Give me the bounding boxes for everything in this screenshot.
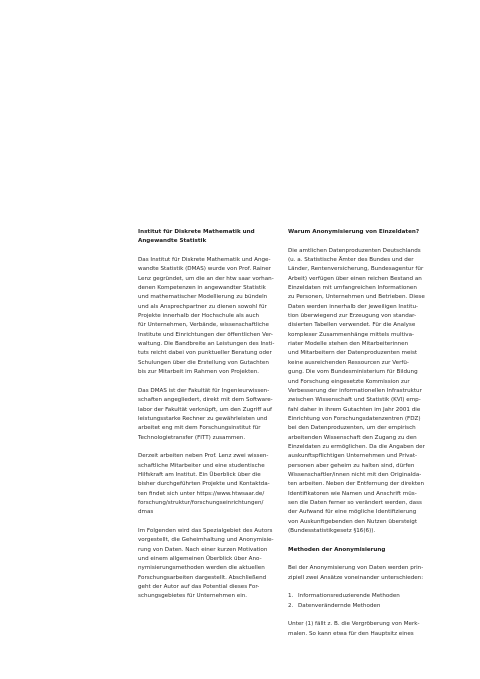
text-line: Das DMAS ist der Fakultät für Ingenieurwissen- — [138, 387, 270, 394]
text-line: komplexer Zusammenhänge mittels multiva- — [288, 331, 415, 338]
text-line: geht der Autor auf das Potential dieses For- — [138, 584, 260, 591]
text-line: Derzeit arbeiten neben Prof. Lenz zwei wissen- — [138, 453, 269, 460]
text-line: Lenz gegründet, um die an der htw saar vorhan- — [138, 275, 274, 282]
text-line: (u. a. Statistische Ämter des Bundes und der — [288, 257, 414, 264]
text-line: Bei der Anonymisierung von Daten werden prin- — [288, 565, 424, 572]
text-line: nymisierungsmethoden werden die aktuellen — [138, 565, 265, 572]
methods-list — [288, 592, 443, 611]
heading-line: Methoden der Anonymisierung — [288, 546, 386, 553]
text-line: Im Folgenden wird das Spezialgebiet des Autors — [138, 528, 273, 534]
text-line: gung. Die vom Bundesministerium für Bildung — [288, 369, 418, 376]
list-number: 1. — [288, 593, 294, 600]
text-line: und Forschung eingesetzte Kommission zur — [288, 378, 410, 385]
text-line: keine ausreichenden Ressourcen zur Verfü- — [288, 359, 409, 366]
text-line: waltung. Die Bandbreite an Leistungen des Insti- — [138, 341, 275, 348]
text-line: tuts reicht dabei von punktueller Beratung oder — [138, 350, 272, 357]
section-heading-anonymisierung — [288, 228, 443, 237]
text-line: bei den Datenproduzenten, um der empirisch — [288, 425, 416, 432]
paragraph-motivation — [288, 247, 443, 537]
text-line: Einzeldaten mit umfangreichen Informationen — [288, 285, 417, 292]
paragraph-approaches — [288, 564, 443, 583]
text-line: und einem allgemeinen Überblick über Ano- — [138, 556, 262, 563]
left-column — [138, 228, 293, 602]
text-line: forschung/struktur/forschungseinrichtungen/ — [138, 499, 264, 506]
text-line: schaftliche Mitarbeiter und eine studentische — [138, 462, 265, 469]
text-line: ten arbeiten. Neben der Entfernung der direkten — [288, 481, 425, 488]
text-line: bisher durchgeführten Projekte und Kontaktda- — [138, 481, 270, 488]
text-line: Technologietransfer (FITT) zusammen. — [138, 434, 246, 441]
text-line: arbeitet eng mit dem Forschungsinstitut für — [138, 425, 261, 432]
text-line: arbeitenden Wissenschaft den Zugang zu den — [288, 434, 417, 441]
text-line: Arbeit) verfügen über einen reichen Bestand an — [288, 275, 422, 282]
list-item — [288, 592, 443, 601]
text-line: und als Ansprechpartner zu dienen sowohl für — [138, 303, 267, 310]
paragraph-example — [288, 620, 443, 639]
text-line: tion überwiegend zur Erzeugung von standar- — [288, 313, 417, 320]
text-line: Länder, Rentenversicherung, Bundesagentur für — [288, 266, 424, 273]
heading-line: Warum Anonymisierung von Einzeldaten? — [288, 229, 420, 235]
right-column — [288, 228, 443, 639]
text-line: Daten werden innerhalb der jeweiligen Institu- — [288, 303, 419, 310]
heading-line: Angewandte Statistik — [138, 238, 207, 245]
text-line: zwischen Wissenschaft und Statistik (KVI) emp- — [288, 397, 421, 404]
text-line: leistungsstarke Rechner zu gewährleisten und — [138, 415, 268, 422]
text-line: Einrichtung von Forschungsdatenzentren (FDZ) — [288, 415, 421, 422]
text-line: Die amtlichen Datenproduzenten Deutschlands — [288, 247, 421, 254]
list-text: Informationsreduzierende Methoden — [298, 593, 400, 600]
list-number: 2. — [288, 602, 294, 609]
text-line: Identifikatoren wie Namen und Anschrift müs- — [288, 490, 417, 497]
text-line: zipiell zwei Ansätze voneinander unterschieden: — [288, 574, 424, 581]
text-line: Institute und Einrichtungen der öffentlichen Ver- — [138, 331, 273, 338]
paragraph-staff — [138, 452, 293, 517]
list-item — [288, 602, 443, 611]
list-text: Datenverändernde Methoden — [298, 602, 381, 609]
text-line: und Mitarbeitern der Datenproduzenten meist — [288, 350, 418, 357]
text-line: vorgestellt, die Geheimhaltung und Anonymisie- — [138, 537, 274, 544]
text-line: Verbesserung der informationellen Infrastruktur — [288, 387, 422, 394]
text-line: sen die Daten ferner so verändert werden, dass — [288, 499, 422, 506]
paragraph-outlook — [138, 527, 293, 602]
text-line: Wissenschaftler/innen nicht mit den Originalda- — [288, 471, 422, 478]
text-line: personen aber geheim zu halten sind, dürfen — [288, 462, 415, 469]
text-line: Schulungen über die Erstellung von Gutachten — [138, 359, 269, 366]
section-heading-methoden — [288, 546, 443, 555]
text-line: fahl daher in ihrem Gutachten im Jahr 2001 die — [288, 406, 421, 413]
paragraph-faculty — [138, 387, 293, 443]
text-line: schaften angegliedert, direkt mit dem Software- — [138, 397, 273, 404]
text-line: Projekte innerhalb der Hochschule als auch — [138, 313, 260, 320]
section-heading-institut — [138, 228, 293, 247]
text-line: Forschungsarbeiten dargestellt. Abschließend — [138, 574, 267, 581]
text-line: (Bundesstatistikgesetz §16(6)). — [288, 528, 376, 534]
text-line: disierten Tabellen verwendet. Für die Analyse — [288, 322, 416, 329]
heading-line: Institut für Diskrete Mathematik und — [138, 229, 255, 235]
text-line: Hilfskraft am Institut. Ein Überblick über die — [138, 471, 261, 478]
text-line: dmas — [138, 509, 154, 516]
text-line: wandte Statistik (DMAS) wurde von Prof. Rainer — [138, 266, 271, 273]
text-line: schungsgebietes für Unternehmen ein. — [138, 593, 248, 600]
text-line: für Unternehmen, Verbände, wissenschaftliche — [138, 322, 269, 329]
text-line: labor der Fakultät verknüpft, um den Zugriff auf — [138, 406, 272, 413]
paragraph-about-dmas — [138, 256, 293, 377]
text-line: Einzeldaten zu ermöglichen. Da die Angaben der — [288, 443, 425, 450]
text-line: malen. So kann etwa für den Hauptsitz eines — [288, 630, 414, 637]
text-line: der Aufwand für eine mögliche Identifizierung — [288, 509, 417, 516]
text-line: zu Personen, Unternehmen und Betrieben. Diese — [288, 294, 425, 301]
text-line: bis zur Mitarbeit im Rahmen von Projekten. — [138, 369, 260, 376]
text-line: auskunftspflichtigen Unternehmen und Privat- — [288, 453, 418, 460]
text-line: und mathematischer Modellierung zu bündeln — [138, 294, 268, 301]
text-line: denen Kompetenzen in angewandter Statistik — [138, 285, 266, 292]
text-line: rung von Daten. Nach einer kurzen Motivation — [138, 546, 268, 553]
text-line: Unter (1) fällt z. B. die Vergröberung von Merk- — [288, 621, 420, 628]
text-line: riater Modelle stehen den Mitarbeiterinnen — [288, 341, 409, 348]
text-line: Das Institut für Diskrete Mathematik und Ange- — [138, 257, 271, 264]
text-line: ten findet sich unter https://www.htwsaar.de/ — [138, 490, 265, 497]
text-line: von Auskunftgebenden den Nutzen übersteigt — [288, 518, 418, 525]
